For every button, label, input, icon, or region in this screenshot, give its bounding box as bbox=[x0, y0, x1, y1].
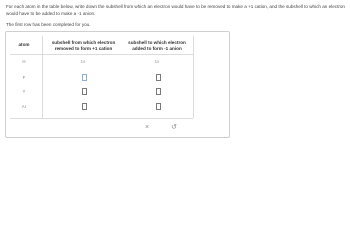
column-divider bbox=[42, 36, 43, 118]
anion-subshell-input-y[interactable] bbox=[156, 88, 161, 95]
completed-row-note: The first row has been completed for you. bbox=[6, 22, 91, 28]
table-bottom-border bbox=[10, 118, 193, 119]
atom-symbol-h: H bbox=[22, 59, 26, 64]
instruction-text: For each atom in the table below, write down the subshell from which an electron would have to be removed to make a +1 cation, and the subshell to which an electron would have to be added to make a -1 anion. bbox=[6, 4, 345, 16]
column-header-cation-subshell: subshell from which electron removed to form +1 cation bbox=[51, 40, 116, 51]
answer-panel bbox=[5, 31, 230, 138]
anion-subshell-value-h: 1s bbox=[154, 59, 160, 64]
cation-subshell-value-h: 1s bbox=[80, 59, 86, 64]
instructions bbox=[6, 4, 346, 29]
atom-symbol-f: F bbox=[22, 75, 26, 80]
column-header-anion-subshell: subshell to which electron added to form -1 anion bbox=[128, 40, 186, 51]
header-divider bbox=[10, 54, 193, 55]
atom-symbol-y: Y bbox=[22, 89, 26, 94]
anion-subshell-input-ar[interactable] bbox=[156, 103, 161, 110]
column-header-atom: atom bbox=[18, 42, 30, 47]
cation-subshell-input-y[interactable] bbox=[82, 88, 87, 95]
x-icon[interactable]: × bbox=[144, 124, 150, 131]
atom-symbol-ar: Ar bbox=[21, 104, 27, 109]
undo-icon[interactable]: ↺ bbox=[171, 124, 177, 131]
anion-subshell-input-f[interactable] bbox=[156, 74, 161, 81]
cation-subshell-input-ar[interactable] bbox=[82, 103, 87, 110]
table-right-border bbox=[193, 36, 194, 118]
cation-subshell-input-f[interactable] bbox=[82, 74, 87, 81]
